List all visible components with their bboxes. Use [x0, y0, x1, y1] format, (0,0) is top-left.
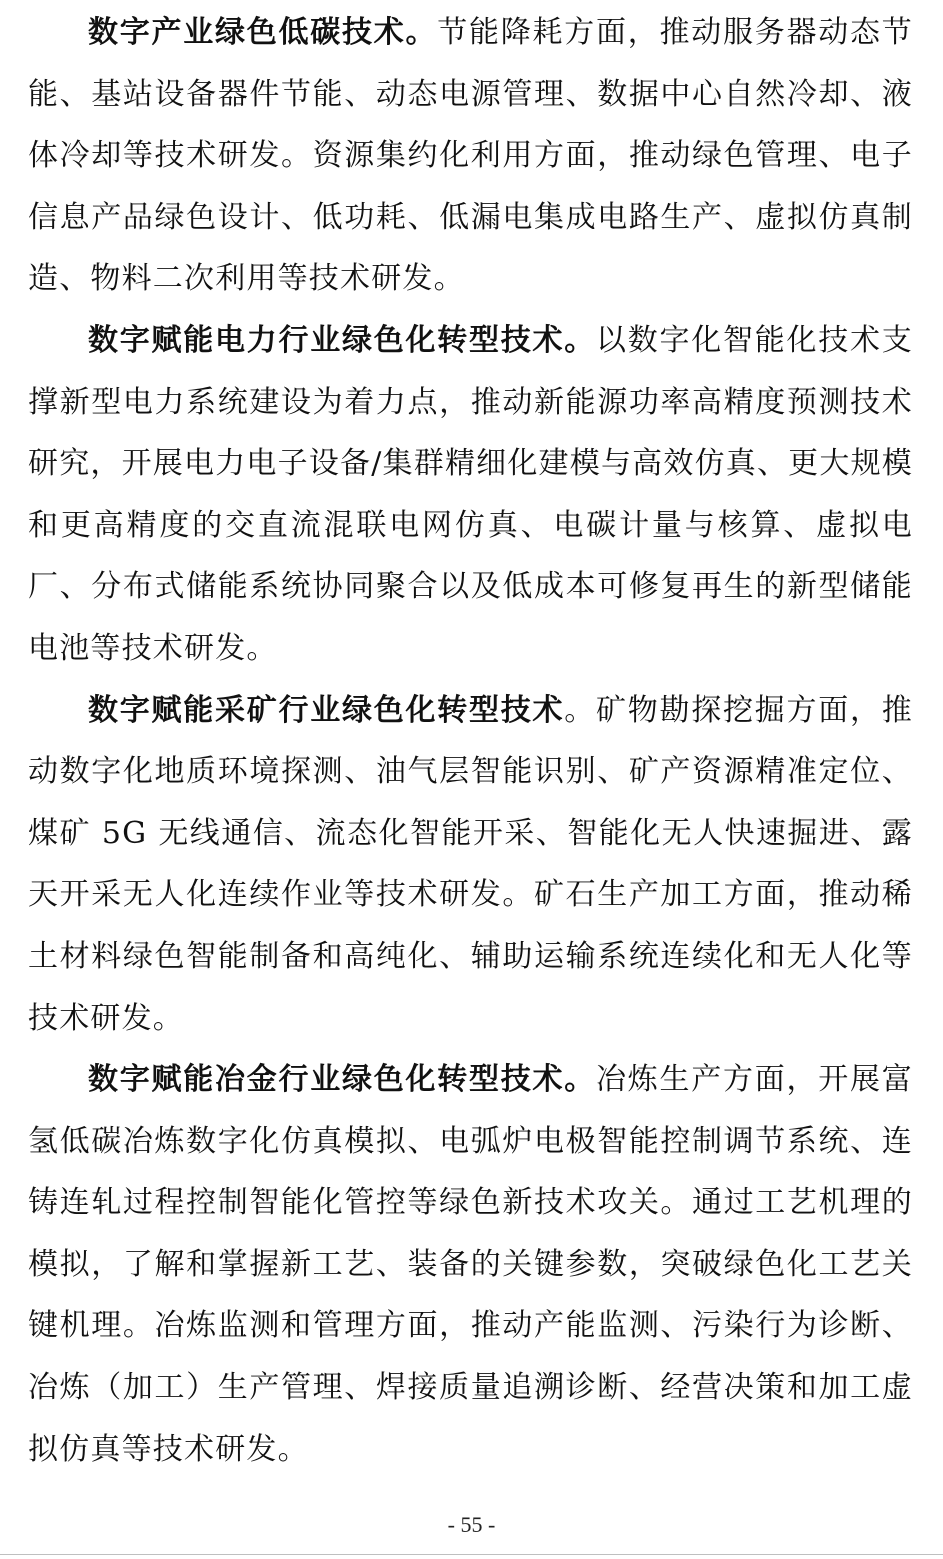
- paragraph-mining-industry: [28, 680, 913, 1050]
- paragraph-body: 以数字化智能化技术支撑新型电力系统建设为着力点，推动新能源功率高精度预测技术研究，开展电力电子设备/集群精细化建模与高效仿真、更大规模和更高精度的交直流混联电网仿真、电碳计量与核算、虚拟电厂、分布式储能系统协同聚合以及低成本可修复再生的新型储能电池等技术研发。: [28, 322, 913, 666]
- bottom-divider: [0, 1554, 943, 1555]
- paragraph-body: 冶炼生产方面，开展富氢低碳冶炼数字化仿真模拟、电弧炉电极智能控制调节系统、连铸连轧过程控制智能化管控等绿色新技术攻关。通过工艺机理的模拟，了解和掌握新工艺、装备的关键参数，突破绿色化工艺关键机理。冶炼监测和管理方面，推动产能监测、污染行为诊断、冶炼（加工）生产管理、焊接质量追溯诊断、经营决策和加工虚拟仿真等技术研发。: [28, 1062, 913, 1467]
- paragraph-heading: 数字赋能冶金行业绿色化转型技术。: [88, 1062, 597, 1098]
- body-text: [28, 0, 913, 1480]
- page-number: - 55 -: [447, 1512, 496, 1537]
- paragraph-heading: 数字赋能采矿行业绿色化转型技术: [88, 692, 565, 728]
- paragraph-digital-industry: [28, 2, 913, 310]
- paragraph-heading: 数字赋能电力行业绿色化转型技术。: [88, 322, 597, 358]
- paragraph-metallurgy-industry: [28, 1049, 913, 1480]
- paragraph-heading: 数字产业绿色低碳技术。: [88, 15, 438, 50]
- paragraph-body: 。矿物勘探挖掘方面，推动数字化地质环境探测、油气层智能识别、矿产资源精准定位、煤矿 5G 无线通信、流态化智能开采、智能化无人快速掘进、露天开采无人化连续作业等技术研发。矿石生产加工方面，推动稀土材料绿色智能制备和高纯化、辅助运输系统连续化和无人化等技术研发。: [28, 692, 913, 1036]
- paragraph-body: 节能降耗方面，推动服务器动态节能、基站设备器件节能、动态电源管理、数据中心自然冷却、液体冷却等技术研发。资源集约化利用方面，推动绿色管理、电子信息产品绿色设计、低功耗、低漏电集成电路生产、虚拟仿真制造、物料二次利用等技术研发。: [28, 15, 914, 297]
- paragraph-power-industry: [28, 310, 913, 680]
